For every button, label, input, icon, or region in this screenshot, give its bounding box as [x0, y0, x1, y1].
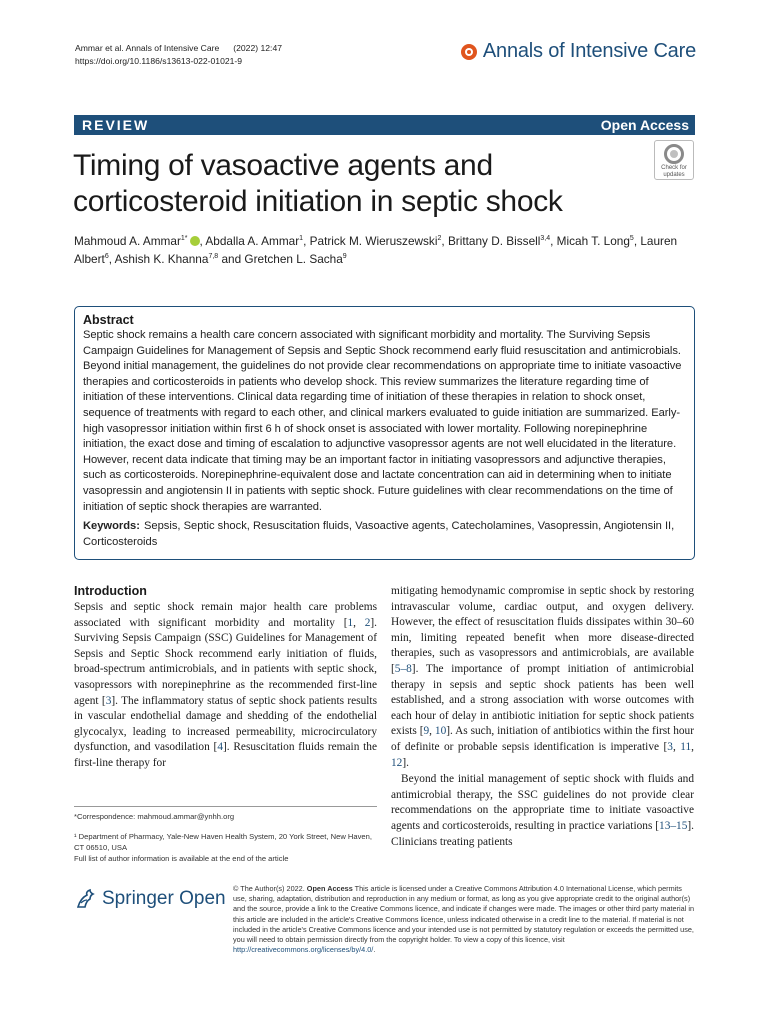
- publisher-brand: [102, 888, 226, 910]
- author-affiliation-marker: 6: [104, 253, 109, 261]
- footnotes: [74, 806, 377, 864]
- author-name: Micah T. Long: [556, 234, 630, 248]
- orcid-icon[interactable]: [190, 236, 200, 246]
- check-for-updates-badge[interactable]: [654, 140, 694, 180]
- reference-link[interactable]: 2: [364, 616, 371, 629]
- journal-name: Annals of Intensive Care: [482, 40, 696, 62]
- springer-horse-icon: [74, 888, 96, 910]
- reference-link[interactable]: 3: [105, 694, 112, 707]
- author-affiliation-marker: 5: [629, 235, 634, 243]
- reference-link[interactable]: 5–8: [394, 662, 412, 675]
- reference-link[interactable]: 3: [667, 740, 673, 753]
- author-name: Brittany D. Bissell: [447, 234, 541, 248]
- paragraph: Sepsis and septic shock remain major health care problems associated with significant morbidity and mortality [1, 2]. Surviving Sepsis Campaign (SSC) Guidelines for Management of Sepsis and Septic Shock recommend early initiation of fluids, broad-spectrum antimicrobials, and in patients with septic shock, vasopressors with norepinephrine as the recommended first-line agent [3]. The inflammatory status of septic shock patients results in vascular endothelial damage and shedding of the endothelial glycocalyx, leading to increased permeability, microcirculatory dysfunction, and vasodilation [4]. Resuscitation fluids remain the first-line therapy for: [74, 601, 378, 769]
- license-body: This article is licensed under a Creative Commons Attribution 4.0 International License, which permits use, sharing, adaptation, distribution and reproduction in any medium or format, as long as you give appropriate credit to the original author(s) and the source, provide a link to the Creative Commons licence, and indicate if changes were made. The images or other third party material in this article are included in the article's Creative Commons licence, unless indicated otherwise in a credit line to the material. If material is not included in the article's Creative Commons licence and your intended use is not permitted by statutory regulation or exceeds the permitted use, you will need to obtain permission directly from the copyright holder. To view a copy of this licence, visit: [233, 884, 695, 945]
- open-access-label: Open Access: [600, 117, 689, 133]
- reference-link[interactable]: 10: [434, 725, 447, 738]
- author-affiliation-marker: 2: [437, 235, 442, 243]
- article-type-banner: [74, 115, 695, 135]
- license-text: © The Author(s) 2022. Open Access This article is licensed under a Creative Commons Attribution 4.0 International License, which permits use, sharing, adaptation, distribution and reproduction in any medium or format, as long as you give appropriate credit to the original author(s) and the source, provide a link to the Creative Commons licence, and indicate if changes were made. The images or other third party material in this article are included in the article's Creative Commons licence, unless indicated otherwise in a credit line to the material. If material is not included in the article's Creative Commons licence and your intended use is not permitted by statutory regulation or exceeds the permitted use, you will need to obtain permission directly from the copyright holder. To view a copy of this licence, visit http://creativecommons.org/licenses/by/4.0/.: [233, 884, 695, 955]
- check-updates-icon: [664, 144, 684, 164]
- reference-link[interactable]: 9: [423, 725, 430, 738]
- reference-link[interactable]: 13–15: [659, 819, 688, 832]
- author-affiliation-marker: 7,8: [208, 253, 219, 261]
- body-column-right: [391, 584, 694, 850]
- author-name: Lauren Albert: [74, 234, 678, 266]
- license-url-link[interactable]: http://creativecommons.org/licenses/by/4.0/: [233, 945, 374, 955]
- journal-logo: [461, 40, 696, 63]
- reference-link[interactable]: 1: [347, 616, 354, 629]
- journal-logo-icon: [461, 44, 477, 60]
- body-column-left: [74, 584, 377, 772]
- reference-link[interactable]: 12: [391, 756, 403, 769]
- license-open-access: Open Access: [306, 884, 353, 893]
- keywords: [83, 519, 686, 550]
- abstract-text: Septic shock remains a health care concern associated with significant morbidity and mortality. The Surviving Sepsis Campaign Guidelines for Management of Sepsis and Septic Shock recommend early fluid resuscitation and antimicrobials. Beyond initial management, the guidelines do not provide clear recommendations on appropriate time to initiate vasoactive therapies and corticosteroids in patients who develop shock. This review summarizes the literature regarding time of initiation of these interventions. Clinical data regarding time of initiation of these therapies in relation to shock onset, sequence of treatments with regard to each other, and clinical markers evaluated to guide initiation are summarized. Early-high vasopressor initiation within first 6 h of shock onset is associated with lower mortality. Following norepinephrine initiation, the exact dose and timing of escalation to adjunctive vasopressor agents are not well elucidated in the literature. However, recent data indicate that timing may be an important factor in initiating vasopressors and adjunctive therapies, such as corticosteroids. Norepinephrine-equivalent dose and lactate concentration can aid in determining when to initiate vasopressin and angiotensin II in patients with septic shock. Future guidelines with clear recommendations on the time of initiation of septic shock therapies are warranted.: [83, 329, 682, 513]
- author-name: Patrick M. Wieruszewski: [309, 234, 438, 248]
- publisher-brand-open: Open: [179, 888, 226, 909]
- copyright-lead: © The Author(s) 2022.: [233, 884, 305, 893]
- article-type: REVIEW: [82, 117, 150, 133]
- reference-link[interactable]: 4: [217, 741, 223, 754]
- publisher-brand-main: Springer: [102, 888, 174, 909]
- running-header: [75, 42, 282, 67]
- abstract-heading: Abstract: [83, 313, 134, 327]
- reference-link[interactable]: 11: [680, 740, 692, 753]
- abstract-box: [74, 306, 695, 560]
- author-name: Abdalla A. Ammar: [205, 234, 300, 248]
- author-name: Ashish K. Khanna: [114, 252, 209, 266]
- author-info-note: Full list of author information is available at the end of the article: [74, 854, 289, 863]
- author-affiliation-marker: 1*: [180, 235, 188, 243]
- author-affiliation-marker: 1: [299, 235, 304, 243]
- section-heading-introduction: Introduction: [74, 584, 147, 598]
- author-affiliation-marker: 3,4: [540, 235, 551, 243]
- doi-link[interactable]: https://doi.org/10.1186/s13613-022-01021-9: [75, 55, 243, 66]
- publisher-logo: [74, 888, 226, 910]
- citation-authors: Ammar et al. Annals of Intensive Care: [75, 43, 220, 53]
- author-affiliation-marker: 9: [342, 253, 347, 261]
- article-title: Timing of vasoactive agents and corticosteroid initiation in septic shock: [73, 149, 563, 218]
- paragraph: Beyond the initial management of septic shock with fluids and antimicrobial therapy, the SSC guidelines do not provide clear recommendations on the appropriate time to initiate vasoactive agents and corticosteroids, resulting in practice variations [13–15]. Clinicians treating patients: [391, 773, 694, 848]
- citation-year: (2022) 12:47: [233, 43, 282, 53]
- paragraph: mitigating hemodynamic compromise in septic shock by restoring intravascular volume, cardiac output, and oxygen delivery. However, the effect of resuscitation fluids dissipates within 30–60 min, limiting repeated benefit when more disease-directed therapies, such as vasopressors and antimicrobials, are available [5–8]. The importance of prompt initiation of antimicrobial therapy in sepsis and septic shock patients has been well established, and a strong association with worse outcomes with each hour of delay in antibiotic initiation for septic shock patients exists [9, 10]. As such, initiation of antibiotics within the first hour of definite or probable sepsis identification is imperative [3, 11, 12].: [391, 585, 695, 769]
- citation-line: [75, 42, 282, 55]
- keywords-list: Sepsis, Septic shock, Resuscitation fluids, Vasoactive agents, Catecholamines, Vasopressin, Angiotensin II, Corticosteroids: [83, 520, 675, 548]
- author-name: Mahmoud A. Ammar: [74, 234, 181, 248]
- affiliation: ¹ Department of Pharmacy, Yale-New Haven Health System, 20 York Street, New Haven, CT 06510, USA: [74, 832, 372, 852]
- check-updates-label: Check for updates: [661, 165, 687, 178]
- correspondence: *Correspondence: mahmoud.ammar@ynhh.org: [74, 812, 235, 821]
- author-list: Mahmoud A. Ammar$^{1*}$ , Abdalla A. Ammar$^1$, Patrick M. Wieruszewski$^2$, Brittany D. Bissell$^{3,4}$, Micah T. Long$^5$, Lauren Albert$^6$, Ashish K. Khanna$^{7,8}$ and Gretchen L. Sacha$^9$: [74, 234, 678, 266]
- keywords-label: Keywords:: [83, 520, 140, 533]
- author-name: Gretchen L. Sacha: [244, 252, 343, 266]
